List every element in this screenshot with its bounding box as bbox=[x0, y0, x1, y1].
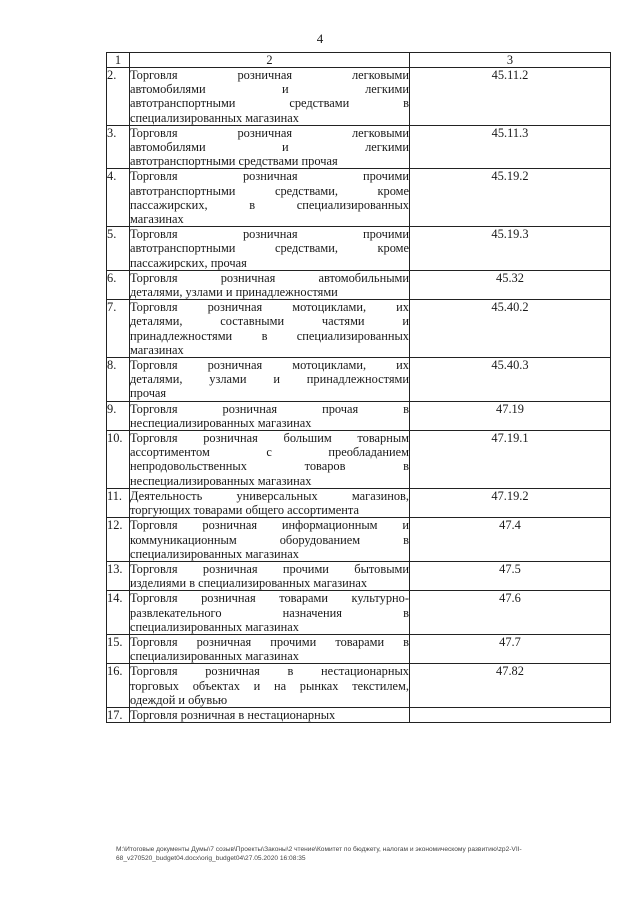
table-row bbox=[107, 518, 611, 562]
row-number: 7. bbox=[107, 300, 130, 358]
description-line: автотранспортными средствами прочая bbox=[130, 154, 338, 169]
okved-code bbox=[410, 707, 611, 722]
column-header-2: 2 bbox=[130, 53, 410, 68]
table-row bbox=[107, 664, 611, 708]
description-line: Торговля розничная прочими товарами в bbox=[130, 634, 409, 649]
description-line: Торговля розничная товарами культурно- bbox=[130, 591, 409, 606]
row-number: 12. bbox=[107, 518, 130, 562]
activity-description bbox=[130, 270, 410, 299]
description-line: Торговля розничная автомобильными bbox=[130, 270, 409, 285]
activity-description bbox=[130, 125, 410, 169]
activity-description bbox=[130, 591, 410, 635]
description-line: Торговля розничная в нестационарных bbox=[130, 707, 336, 722]
description-line: торгующих товарами общего ассортимента bbox=[130, 503, 359, 518]
row-number: 11. bbox=[107, 488, 130, 517]
description-line: автотранспортными средствами в bbox=[130, 96, 409, 111]
description-line: специализированных магазинах bbox=[130, 649, 299, 664]
description-line: автотранспортными средствами, кроме bbox=[130, 183, 409, 198]
row-number: 5. bbox=[107, 227, 130, 271]
description-line: деталями, узлами и принадлежностями bbox=[130, 285, 338, 300]
description-line: торговых объектах и на рынках текстилем, bbox=[130, 678, 409, 693]
table-row bbox=[107, 561, 611, 590]
description-line: Торговля розничная прочими bbox=[130, 227, 409, 242]
footer-line-1: M:\Итоговые документы Думы\7 созыв\Проекты\Законы\2 чтение\Комитет по бюджету, налогам и экономическому развитию\zp2-VII- bbox=[116, 846, 522, 853]
description-line: ассортиментом с преобладанием bbox=[130, 445, 409, 460]
table-row bbox=[107, 169, 611, 227]
okved-code: 45.40.3 bbox=[410, 358, 611, 402]
okved-code: 45.11.3 bbox=[410, 125, 611, 169]
table-row bbox=[107, 358, 611, 402]
description-line: Торговля розничная легковыми bbox=[130, 125, 409, 140]
activity-description bbox=[130, 358, 410, 402]
description-line: Торговля розничная информационным и bbox=[130, 518, 409, 533]
description-line: пассажирских, в специализированных bbox=[130, 197, 409, 212]
description-line: деталями, узлами и принадлежностями bbox=[130, 372, 409, 387]
description-line: Торговля розничная прочими бытовыми bbox=[130, 561, 409, 576]
activity-description bbox=[130, 401, 410, 430]
table-row bbox=[107, 488, 611, 517]
footer-line-2: 68_v270520_budget04.docx\orig_budget04\27.05.2020 16:08:35 bbox=[116, 855, 306, 862]
description-line: специализированных магазинах bbox=[130, 110, 299, 125]
description-line: коммуникационным оборудованием в bbox=[130, 532, 409, 547]
row-number: 17. bbox=[107, 707, 130, 722]
description-line: неспециализированных магазинах bbox=[130, 473, 312, 488]
description-line: Торговля розничная прочая в bbox=[130, 401, 409, 416]
activity-description bbox=[130, 431, 410, 489]
row-number: 3. bbox=[107, 125, 130, 169]
description-line: магазинах bbox=[130, 212, 184, 227]
okved-table bbox=[106, 52, 611, 723]
description-line: Торговля розничная мотоциклами, их bbox=[130, 300, 409, 315]
okved-code: 47.6 bbox=[410, 591, 611, 635]
table-row bbox=[107, 431, 611, 489]
description-line: специализированных магазинах bbox=[130, 546, 299, 561]
okved-code: 47.19.1 bbox=[410, 431, 611, 489]
okved-code: 45.19.2 bbox=[410, 169, 611, 227]
description-line: непродовольственных товаров в bbox=[130, 459, 409, 474]
table-row bbox=[107, 634, 611, 663]
table-row bbox=[107, 68, 611, 126]
okved-code: 47.82 bbox=[410, 664, 611, 708]
row-number: 13. bbox=[107, 561, 130, 590]
okved-code: 45.40.2 bbox=[410, 300, 611, 358]
description-line: магазинах bbox=[130, 342, 184, 357]
table-row bbox=[107, 591, 611, 635]
table-header-row bbox=[107, 53, 611, 68]
row-number: 6. bbox=[107, 270, 130, 299]
row-number: 16. bbox=[107, 664, 130, 708]
okved-code: 45.19.3 bbox=[410, 227, 611, 271]
table-row bbox=[107, 125, 611, 169]
column-header-3: 3 bbox=[410, 53, 611, 68]
document-path-footer bbox=[116, 845, 606, 863]
description-line: автотранспортными средствами, кроме bbox=[130, 241, 409, 256]
okved-code: 47.19.2 bbox=[410, 488, 611, 517]
activity-description bbox=[130, 634, 410, 663]
okved-code: 47.19 bbox=[410, 401, 611, 430]
table-row bbox=[107, 227, 611, 271]
okved-code: 47.7 bbox=[410, 634, 611, 663]
activity-description bbox=[130, 664, 410, 708]
table-row bbox=[107, 270, 611, 299]
description-line: специализированных магазинах bbox=[130, 619, 299, 634]
description-line: Торговля розничная мотоциклами, их bbox=[130, 358, 409, 373]
description-line: прочая bbox=[130, 386, 167, 401]
page-number: 4 bbox=[316, 31, 324, 46]
row-number: 14. bbox=[107, 591, 130, 635]
activity-description bbox=[130, 518, 410, 562]
table-row bbox=[107, 300, 611, 358]
row-number: 4. bbox=[107, 169, 130, 227]
description-line: Торговля розничная в нестационарных bbox=[130, 664, 409, 679]
column-header-1: 1 bbox=[107, 53, 130, 68]
description-line: пассажирских, прочая bbox=[130, 255, 247, 270]
description-line: Торговля розничная большим товарным bbox=[130, 431, 409, 446]
description-line: автомобилями и легкими bbox=[130, 82, 409, 97]
description-line: изделиями в специализированных магазинах bbox=[130, 576, 368, 591]
row-number: 8. bbox=[107, 358, 130, 402]
table-row bbox=[107, 707, 611, 722]
description-line: развлекательного назначения в bbox=[130, 605, 409, 620]
activity-description bbox=[130, 707, 410, 722]
description-line: Деятельность универсальных магазинов, bbox=[130, 488, 409, 503]
description-line: принадлежностями в специализированных bbox=[130, 328, 409, 343]
description-line: неспециализированных магазинах bbox=[130, 415, 312, 430]
okved-code: 45.11.2 bbox=[410, 68, 611, 126]
description-line: деталями, составными частями и bbox=[130, 314, 409, 329]
activity-description bbox=[130, 300, 410, 358]
description-line: автомобилями и легкими bbox=[130, 140, 409, 155]
activity-description bbox=[130, 169, 410, 227]
description-line: одеждой и обувью bbox=[130, 692, 228, 707]
row-number: 10. bbox=[107, 431, 130, 489]
description-line: Торговля розничная прочими bbox=[130, 169, 409, 184]
table-row bbox=[107, 401, 611, 430]
activity-description bbox=[130, 561, 410, 590]
activity-description bbox=[130, 488, 410, 517]
row-number: 15. bbox=[107, 634, 130, 663]
okved-code: 47.4 bbox=[410, 518, 611, 562]
okved-code: 45.32 bbox=[410, 270, 611, 299]
description-line: Торговля розничная легковыми bbox=[130, 68, 409, 82]
activity-description bbox=[130, 227, 410, 271]
row-number: 9. bbox=[107, 401, 130, 430]
row-number: 2. bbox=[107, 68, 130, 126]
activity-description bbox=[130, 68, 410, 126]
okved-code: 47.5 bbox=[410, 561, 611, 590]
